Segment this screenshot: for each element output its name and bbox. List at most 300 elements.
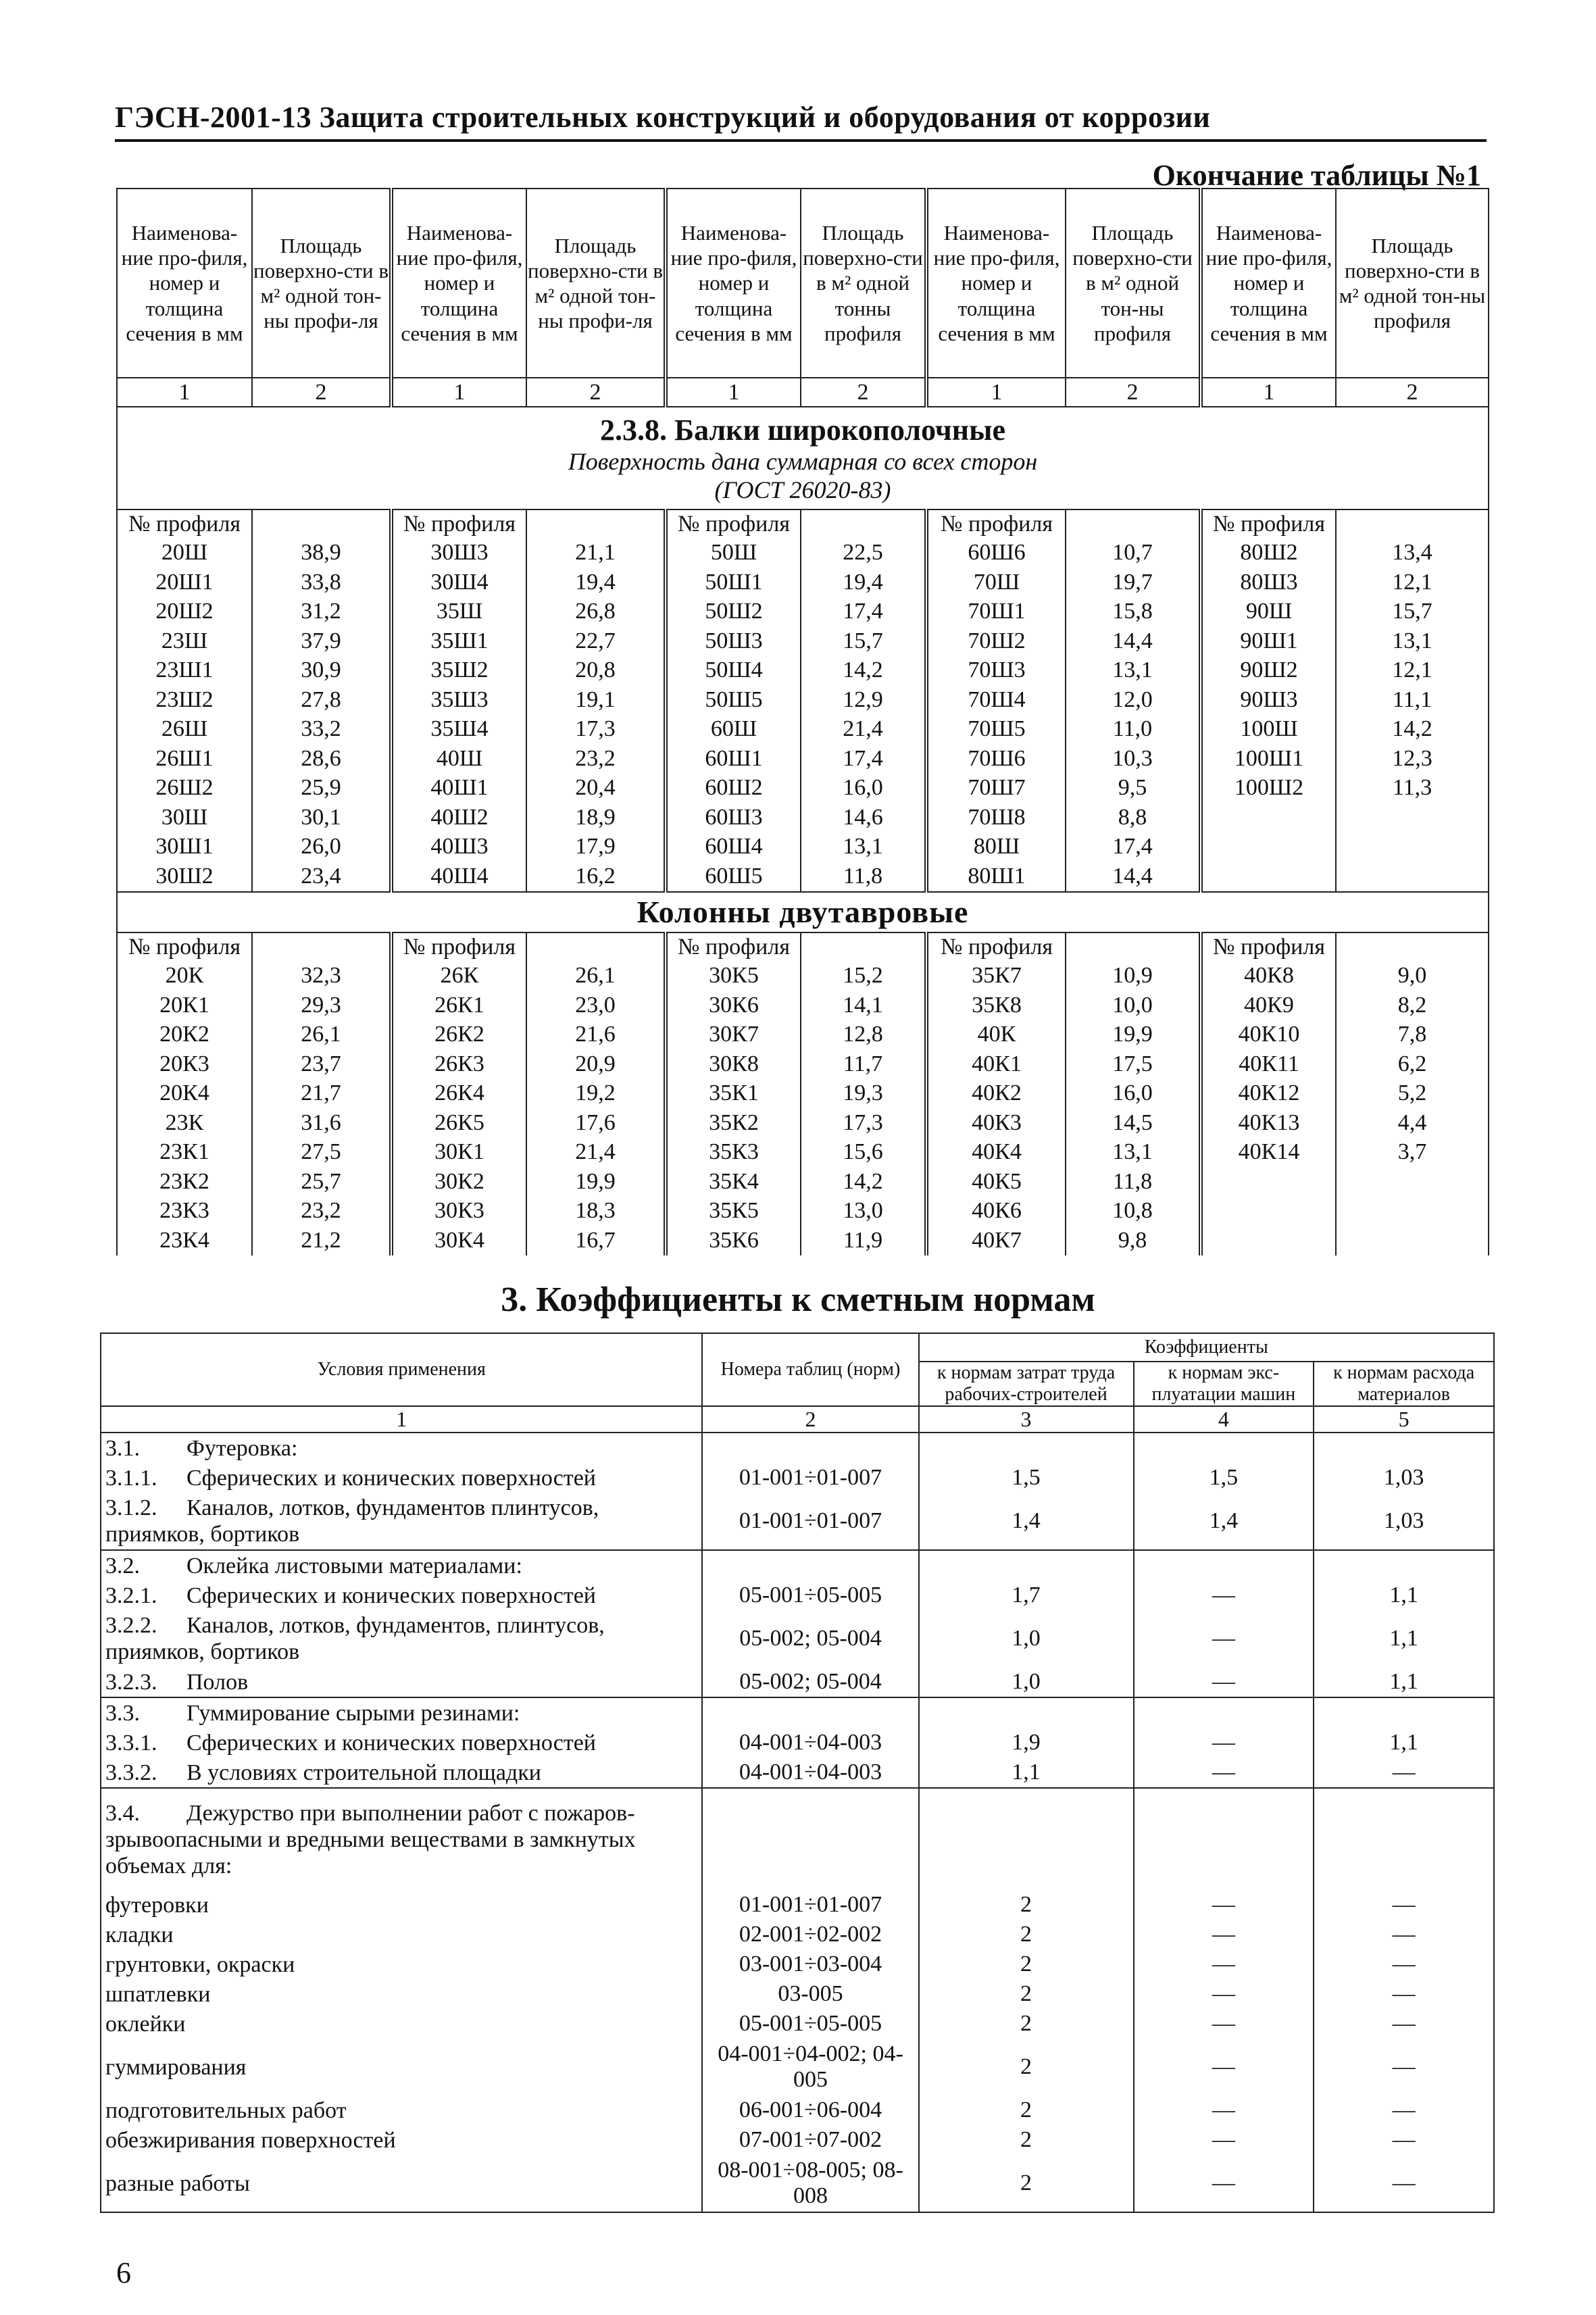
condition-code: 3.1.2. (105, 1495, 157, 1521)
surface-area-value: 31,6 (252, 1108, 391, 1138)
profile-name: 23Ш2 (117, 685, 252, 715)
section-title: 2.3.8. Балки широкополочные (600, 413, 1005, 447)
condition-text: Каналов, лотков, фундаментов плинтусов, приямков, бортиков (105, 1495, 599, 1547)
profiles-surface-table (116, 188, 1489, 1255)
profile-name: 60Ш5 (666, 862, 801, 892)
coefficient-labor: 2 (919, 1920, 1134, 1949)
coefficient-materials (1314, 1433, 1494, 1463)
surface-area-value: 22,5 (801, 538, 926, 568)
condition-text: Сферических и конических поверхностей (186, 1583, 596, 1608)
surface-area-value: 16,0 (801, 774, 926, 803)
profile-name: 35К1 (666, 1078, 801, 1108)
table-row (117, 685, 1489, 715)
column-number: 1 (926, 378, 1066, 407)
profile-name: 40К9 (1201, 991, 1336, 1020)
profile-name: 30Ш (117, 803, 252, 832)
coefficient-machines: — (1134, 2009, 1314, 2039)
profile-name: 40К5 (926, 1167, 1066, 1197)
profile-name: 30К8 (666, 1049, 801, 1079)
profile-name: 30К5 (666, 961, 801, 991)
profile-name: 40К11 (1201, 1049, 1336, 1079)
surface-area-value: 33,2 (252, 715, 391, 745)
profile-name: 60Ш1 (666, 744, 801, 774)
table-cell (252, 932, 391, 962)
table-row (117, 568, 1489, 597)
table-cell (526, 509, 666, 539)
condition-cell (101, 1493, 702, 1550)
condition-cell (101, 1758, 702, 1788)
surface-area-value: 14,4 (1066, 862, 1201, 892)
profile-name: 35К8 (926, 991, 1066, 1020)
coefficient-materials (1314, 1788, 1494, 1890)
coefficient-materials (1314, 1697, 1494, 1728)
table-cell (801, 932, 926, 962)
profile-name: 30К1 (391, 1138, 526, 1168)
table-numbers-cell (702, 1697, 918, 1728)
surface-area-value: 8,2 (1336, 991, 1489, 1020)
coefficient-machines: — (1134, 2095, 1314, 2125)
column-number: 5 (1314, 1406, 1494, 1433)
profile-name: 20К (117, 961, 252, 991)
profile-name: 40К2 (926, 1078, 1066, 1108)
surface-area-value: 21,6 (526, 1020, 666, 1049)
surface-area-value: 11,8 (1066, 1167, 1201, 1197)
table-row (101, 1493, 1494, 1550)
coefficient-materials: 1,1 (1314, 1580, 1494, 1610)
coefficient-materials: — (1314, 2095, 1494, 2125)
column-header: Площадь поверхно-сти в м² одной тон-ны профи-ля (526, 189, 666, 378)
coefficient-labor: 2 (919, 2125, 1134, 2155)
profile-name: 26К2 (391, 1020, 526, 1049)
profile-name: 50Ш5 (666, 685, 801, 715)
profile-name: 40К12 (1201, 1078, 1336, 1108)
condition-cell (101, 1979, 702, 2009)
condition-text: гуммирования (105, 2054, 247, 2080)
table-row (101, 1788, 1494, 1890)
column-number: 2 (1066, 378, 1201, 407)
surface-area-value: 14,6 (801, 803, 926, 832)
surface-area-value: 18,9 (526, 803, 666, 832)
section-3-title: 3. Коэффициенты к сметным нормам (501, 1280, 1095, 1319)
column-number: 2 (252, 378, 391, 407)
column-header: Наименова-ние про-филя, номер и толщина сечения в мм (391, 189, 526, 378)
column-header: Площадь поверхно-сти в м² одной тон-ны профиля (1066, 189, 1201, 378)
column-header: Наименова-ние про-филя, номер и толщина сечения в мм (117, 189, 252, 378)
surface-area-value (1336, 1167, 1489, 1197)
coefficient-materials: 1,1 (1314, 1728, 1494, 1758)
profile-name: 60Ш4 (666, 832, 801, 862)
profile-name: 23К (117, 1108, 252, 1138)
column-number: 2 (526, 378, 666, 407)
section-heading-row (117, 892, 1489, 932)
profile-name: 70Ш3 (926, 655, 1066, 685)
column-header: Площадь поверхно-сти в м² одной тон-ны профиля (1336, 189, 1489, 378)
profile-name: 70Ш1 (926, 597, 1066, 626)
profile-name: 90Ш (1201, 597, 1336, 626)
section-heading-cell (117, 892, 1489, 932)
section-heading-cell (117, 407, 1489, 509)
coefficient-materials: — (1314, 1979, 1494, 2009)
surface-area-value: 14,2 (801, 1167, 926, 1197)
surface-area-value: 17,3 (801, 1108, 926, 1138)
condition-cell (101, 2009, 702, 2039)
profile-name: 40Ш2 (391, 803, 526, 832)
column-number: 4 (1134, 1406, 1314, 1433)
coefficient-labor: 1,0 (919, 1610, 1134, 1667)
profile-name: 100Ш2 (1201, 774, 1336, 803)
table-numbers-cell: 01-001÷01-007 (702, 1493, 918, 1550)
coefficient-machines: 1,4 (1134, 1493, 1314, 1550)
profile-name: 23К3 (117, 1197, 252, 1226)
coefficient-labor: 1,7 (919, 1580, 1134, 1610)
surface-area-value: 12,1 (1336, 655, 1489, 685)
profile-name: 40К13 (1201, 1108, 1336, 1138)
coefficient-materials (1314, 1550, 1494, 1580)
surface-area-value: 13,0 (801, 1197, 926, 1226)
column-header: Наименова-ние про-филя, номер и толщина сечения в мм (926, 189, 1066, 378)
profile-name (1201, 1167, 1336, 1197)
surface-area-value: 19,7 (1066, 568, 1201, 597)
condition-text: грунтовки, окраски (105, 1951, 295, 1977)
table-row (117, 1197, 1489, 1226)
profile-name: 40Ш3 (391, 832, 526, 862)
coefficient-materials: — (1314, 2125, 1494, 2155)
surface-area-value: 27,5 (252, 1138, 391, 1168)
table-numbers-cell: 02-001÷02-002 (702, 1920, 918, 1949)
condition-text: оклейки (105, 2011, 186, 2037)
column-header: к нормам расхода материалов (1314, 1362, 1494, 1406)
surface-area-value (1336, 832, 1489, 862)
surface-area-value: 14,5 (1066, 1108, 1201, 1138)
surface-area-value: 19,1 (526, 685, 666, 715)
profile-name: 40К14 (1201, 1138, 1336, 1168)
condition-text: подготовительных работ (105, 2097, 347, 2123)
coefficient-materials: — (1314, 1758, 1494, 1788)
surface-area-value: 21,2 (252, 1226, 391, 1255)
surface-area-value: 13,1 (801, 832, 926, 862)
profile-name: 23Ш (117, 626, 252, 656)
coefficient-materials: — (1314, 2039, 1494, 2095)
surface-area-value: 11,0 (1066, 715, 1201, 745)
surface-area-value: 19,3 (801, 1078, 926, 1108)
table-numbers-cell: 04-001÷04-003 (702, 1758, 918, 1788)
profile-name: 23Ш1 (117, 655, 252, 685)
condition-cell (101, 1697, 702, 1728)
condition-code: 3.3. (105, 1700, 140, 1726)
condition-code: 3.1.1. (105, 1465, 157, 1491)
table-numbers-cell: 03-001÷03-004 (702, 1949, 918, 1979)
column-header: Наименова-ние про-филя, номер и толщина сечения в мм (666, 189, 801, 378)
coefficient-machines: — (1134, 1758, 1314, 1788)
profile-label: № профиля (1201, 509, 1336, 539)
column-header: Коэффициенты (919, 1333, 1494, 1362)
coefficient-machines: — (1134, 1728, 1314, 1758)
profile-name (1201, 1197, 1336, 1226)
surface-area-value: 32,3 (252, 961, 391, 991)
surface-area-value: 13,1 (1336, 626, 1489, 656)
coefficient-materials: 1,03 (1314, 1493, 1494, 1550)
table-row (117, 803, 1489, 832)
coefficient-labor: 2 (919, 1949, 1134, 1979)
surface-area-value: 16,7 (526, 1226, 666, 1255)
profile-label: № профиля (666, 932, 801, 962)
condition-text: Дежурство при выполнении работ с пожаров-зрывоопасными и вредными веществами в замкнутых объемах для: (105, 1800, 636, 1878)
surface-area-value: 15,7 (801, 626, 926, 656)
profile-name: 70Ш6 (926, 744, 1066, 774)
column-number-row (101, 1406, 1494, 1433)
table-row (101, 2039, 1494, 2095)
profile-name: 35Ш3 (391, 685, 526, 715)
profile-name: 20Ш2 (117, 597, 252, 626)
condition-cell (101, 1728, 702, 1758)
profile-name: 50Ш1 (666, 568, 801, 597)
profile-name: 90Ш2 (1201, 655, 1336, 685)
profile-name: 30К7 (666, 1020, 801, 1049)
table-row (101, 2125, 1494, 2155)
table-row (101, 2155, 1494, 2212)
table-cell (1336, 509, 1489, 539)
condition-text: Гуммирование сырыми резинами: (186, 1700, 520, 1726)
profile-label: № профиля (391, 509, 526, 539)
profile-name: 40К (926, 1020, 1066, 1049)
coefficient-labor: 2 (919, 1890, 1134, 1920)
profile-label: № профиля (117, 932, 252, 962)
surface-area-value: 3,7 (1336, 1138, 1489, 1168)
surface-area-value: 12,9 (801, 685, 926, 715)
surface-area-value: 33,8 (252, 568, 391, 597)
coefficient-labor: 2 (919, 2039, 1134, 2095)
profile-label-row (117, 509, 1489, 539)
table-row (117, 744, 1489, 774)
table-row (101, 1667, 1494, 1697)
surface-area-value: 16,2 (526, 862, 666, 892)
surface-area-value: 10,9 (1066, 961, 1201, 991)
condition-text: Оклейка листовыми материалами: (186, 1553, 522, 1578)
condition-cell (101, 2095, 702, 2125)
coefficient-labor (919, 1433, 1134, 1463)
table-row (117, 1020, 1489, 1049)
surface-area-value (1336, 862, 1489, 892)
table-row (117, 715, 1489, 745)
surface-area-value: 9,5 (1066, 774, 1201, 803)
table-row (117, 832, 1489, 862)
table-numbers-cell: 07-001÷07-002 (702, 2125, 918, 2155)
column-number: 1 (1201, 378, 1336, 407)
surface-area-value: 29,3 (252, 991, 391, 1020)
coefficient-materials: — (1314, 1890, 1494, 1920)
table-numbers-cell: 05-002; 05-004 (702, 1610, 918, 1667)
profile-name: 26К4 (391, 1078, 526, 1108)
table-row (101, 1890, 1494, 1920)
column-number: 1 (117, 378, 252, 407)
surface-area-value: 14,2 (1336, 715, 1489, 745)
column-number: 2 (801, 378, 926, 407)
surface-area-value: 20,9 (526, 1049, 666, 1079)
profile-name: 70Ш (926, 568, 1066, 597)
coefficient-labor: 1,1 (919, 1758, 1134, 1788)
surface-area-value: 19,2 (526, 1078, 666, 1108)
surface-area-value: 37,9 (252, 626, 391, 656)
surface-area-value: 9,0 (1336, 961, 1489, 991)
surface-area-value: 17,4 (801, 597, 926, 626)
profile-name: 35К6 (666, 1226, 801, 1255)
table-numbers-cell: 04-001÷04-002; 04-005 (702, 2039, 918, 2095)
coefficient-machines: — (1134, 2155, 1314, 2212)
coefficient-machines: — (1134, 1667, 1314, 1697)
condition-code: 3.4. (105, 1800, 140, 1826)
section-subtitle: Поверхность дана суммарная со всех сторон (568, 447, 1038, 475)
profile-name: 70Ш4 (926, 685, 1066, 715)
condition-code: 3.3.2. (105, 1760, 157, 1785)
table-cell (1066, 932, 1201, 962)
profile-name (1201, 803, 1336, 832)
condition-text: футеровки (105, 1892, 209, 1918)
profile-name: 70Ш2 (926, 626, 1066, 656)
column-number: 1 (391, 378, 526, 407)
coefficient-machines: — (1134, 2039, 1314, 2095)
surface-area-value: 27,8 (252, 685, 391, 715)
condition-code: 3.2.2. (105, 1613, 157, 1639)
surface-area-value: 22,7 (526, 626, 666, 656)
profile-name: 26К (391, 961, 526, 991)
profile-name: 100Ш (1201, 715, 1336, 745)
table-numbers-cell: 01-001÷01-007 (702, 1463, 918, 1493)
section-title: Колонны двутавровые (637, 895, 969, 930)
condition-text: Полов (186, 1669, 249, 1695)
surface-area-value: 12,8 (801, 1020, 926, 1049)
coefficient-machines: — (1134, 1949, 1314, 1979)
profile-name: 40Ш4 (391, 862, 526, 892)
table-row (101, 1610, 1494, 1667)
surface-area-value: 6,2 (1336, 1049, 1489, 1079)
profile-name: 40К10 (1201, 1020, 1336, 1049)
profile-label: № профиля (391, 932, 526, 962)
surface-area-value: 12,3 (1336, 744, 1489, 774)
profile-name: 50Ш2 (666, 597, 801, 626)
condition-cell (101, 1667, 702, 1697)
profile-name: 35К4 (666, 1167, 801, 1197)
profile-name: 30Ш2 (117, 862, 252, 892)
profile-name: 26К1 (391, 991, 526, 1020)
table-numbers-cell (702, 1788, 918, 1890)
condition-cell (101, 1949, 702, 1979)
condition-text: кладки (105, 1922, 174, 1947)
surface-area-value: 21,1 (526, 538, 666, 568)
coefficient-labor: 1,4 (919, 1493, 1134, 1550)
surface-area-value: 10,7 (1066, 538, 1201, 568)
surface-area-value: 19,4 (526, 568, 666, 597)
coefficient-materials: 1,1 (1314, 1610, 1494, 1667)
condition-text: Сферических и конических поверхностей (186, 1730, 596, 1756)
surface-area-value: 14,4 (1066, 626, 1201, 656)
profile-name: 80Ш (926, 832, 1066, 862)
surface-area-value: 16,0 (1066, 1078, 1201, 1108)
profile-name: 30К6 (666, 991, 801, 1020)
condition-code: 3.3.1. (105, 1730, 157, 1756)
coefficient-machines: — (1134, 1979, 1314, 2009)
surface-area-value: 12,1 (1336, 568, 1489, 597)
profile-name (1201, 832, 1336, 862)
profile-name: 100Ш1 (1201, 744, 1336, 774)
coefficient-labor (919, 1788, 1134, 1890)
profile-name: 40К1 (926, 1049, 1066, 1079)
profile-name: 40Ш1 (391, 774, 526, 803)
table-row (101, 1758, 1494, 1788)
surface-area-value: 10,0 (1066, 991, 1201, 1020)
surface-area-value: 7,8 (1336, 1020, 1489, 1049)
column-number: 1 (666, 378, 801, 407)
condition-cell (101, 2039, 702, 2095)
section-heading-row (117, 407, 1489, 509)
surface-area-value: 23,0 (526, 991, 666, 1020)
surface-area-value: 23,2 (526, 744, 666, 774)
table-row (101, 2009, 1494, 2039)
condition-code: 3.2.1. (105, 1583, 157, 1608)
profile-name: 35Ш4 (391, 715, 526, 745)
profile-name: 23К4 (117, 1226, 252, 1255)
coefficient-machines: — (1134, 1610, 1314, 1667)
profile-name: 80Ш2 (1201, 538, 1336, 568)
table-numbers-cell (702, 1433, 918, 1463)
profile-name: 40К7 (926, 1226, 1066, 1255)
surface-area-value: 11,1 (1336, 685, 1489, 715)
coefficient-labor: 2 (919, 2009, 1134, 2039)
section-standard: (ГОСТ 26020-83) (714, 476, 891, 503)
surface-area-value: 26,1 (526, 961, 666, 991)
coefficient-labor (919, 1697, 1134, 1728)
profile-name: 80Ш1 (926, 862, 1066, 892)
surface-area-value: 18,3 (526, 1197, 666, 1226)
condition-code: 3.2.3. (105, 1669, 157, 1695)
surface-area-value: 17,3 (526, 715, 666, 745)
coefficient-machines: — (1134, 1580, 1314, 1610)
profile-name: 23К2 (117, 1167, 252, 1197)
profile-label: № профиля (1201, 932, 1336, 962)
surface-area-value: 14,2 (801, 655, 926, 685)
surface-area-value: 26,0 (252, 832, 391, 862)
profile-name: 80Ш3 (1201, 568, 1336, 597)
table-cell (1336, 932, 1489, 962)
profile-name: 20К2 (117, 1020, 252, 1049)
profile-name: 90Ш1 (1201, 626, 1336, 656)
surface-area-value: 26,1 (252, 1020, 391, 1049)
profile-name: 70Ш5 (926, 715, 1066, 745)
surface-area-value (1336, 1226, 1489, 1255)
column-header: Номера таблиц (норм) (702, 1333, 918, 1406)
profile-name: 60Ш3 (666, 803, 801, 832)
profile-label: № профиля (117, 509, 252, 539)
surface-area-value: 14,1 (801, 991, 926, 1020)
table-row (117, 1138, 1489, 1168)
table-row (101, 1433, 1494, 1463)
coefficient-materials: — (1314, 1949, 1494, 1979)
table-row (101, 1728, 1494, 1758)
surface-area-value: 5,2 (1336, 1078, 1489, 1108)
surface-area-value: 10,8 (1066, 1197, 1201, 1226)
surface-area-value: 15,6 (801, 1138, 926, 1168)
table-row (117, 655, 1489, 685)
condition-code: 3.1. (105, 1435, 140, 1461)
table-row (117, 1167, 1489, 1197)
table-numbers-cell: 05-001÷05-005 (702, 2009, 918, 2039)
surface-area-value: 11,8 (801, 862, 926, 892)
surface-area-value: 17,4 (801, 744, 926, 774)
table-row (117, 1049, 1489, 1079)
profile-name: 35К5 (666, 1197, 801, 1226)
surface-area-value: 9,8 (1066, 1226, 1201, 1255)
condition-cell (101, 1920, 702, 1949)
profile-name: 50Ш4 (666, 655, 801, 685)
